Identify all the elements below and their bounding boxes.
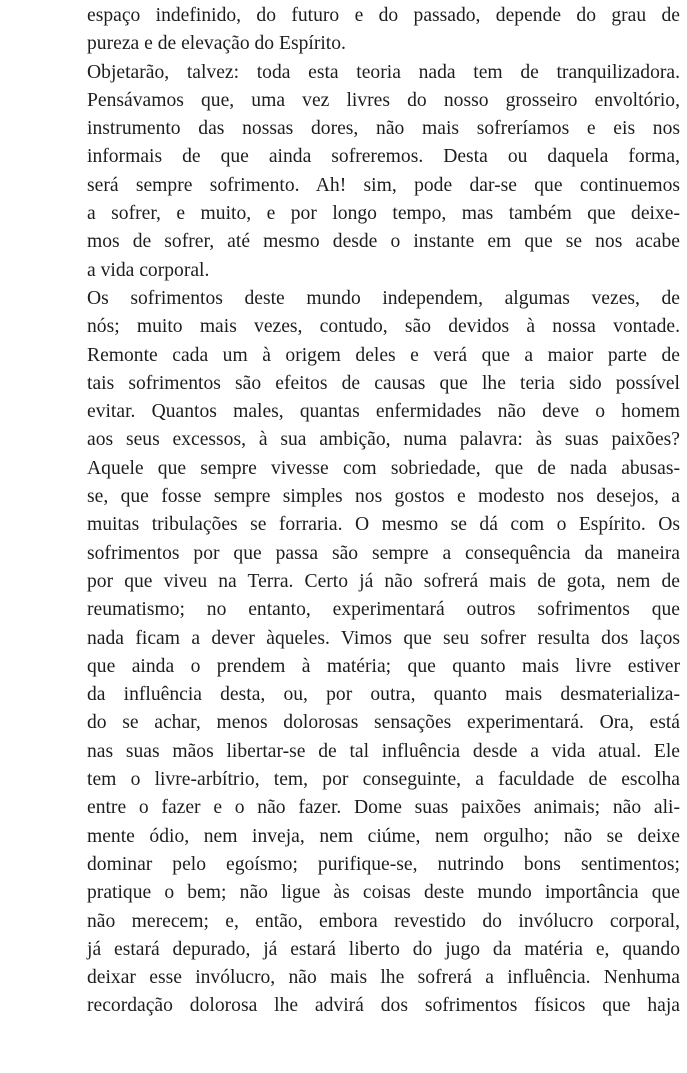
text-line: mos de sofrer, até mesmo desde o instante em que se nos acabe	[87, 231, 680, 253]
text-line: dominar pelo egoísmo; purifique-se, nutrindo bons sentimentos;	[87, 853, 680, 875]
text-line: entre o fazer e o não fazer. Dome suas paixões animais; não ali-	[87, 797, 680, 819]
text-line: nós; muito mais vezes, contudo, são devidos à nossa vontade.	[87, 316, 680, 338]
text-line: nas suas mãos libertar-se de tal influência desde a vida atual. Ele	[87, 740, 680, 762]
document-body-text	[87, 2, 680, 1021]
text-line: da influência desta, ou, por outra, quanto mais desmaterializa-	[87, 684, 680, 706]
text-line: será sempre sofrimento. Ah! sim, pode dar-se que continuemos	[87, 174, 680, 196]
text-line: nada ficam a dever àqueles. Vimos que seu sofrer resulta dos laços	[87, 627, 680, 649]
text-line: espaço indefinido, do futuro e do passado, depende do grau de	[87, 5, 680, 26]
text-line: instrumento das nossas dores, não mais sofreríamos e eis nos	[87, 118, 680, 140]
text-line: Objetarão, talvez: toda esta teoria nada tem de tranquilizadora.	[87, 61, 680, 83]
text-line: sofrimentos por que passa são sempre a consequência da maneira	[87, 542, 680, 564]
text-line: se, que fosse sempre simples nos gostos e modesto nos desejos, a	[87, 486, 680, 508]
text-line: reumatismo; no entanto, experimentará outros sofrimentos que	[87, 599, 680, 621]
text-line: que ainda o prendem à matéria; que quanto mais livre estiver	[87, 655, 680, 677]
text-line: por que viveu na Terra. Certo já não sofrerá mais de gota, nem de	[87, 570, 680, 592]
text-line: não merecem; e, então, embora revestido do invólucro corporal,	[87, 910, 680, 932]
text-line: informais de que ainda sofreremos. Desta ou daquela forma,	[87, 146, 680, 168]
document-page	[87, 2, 680, 1021]
text-line: a vida corporal.	[87, 259, 210, 281]
text-line: Remonte cada um à origem deles e verá que a maior parte de	[87, 344, 680, 366]
text-line: evitar. Quantos males, quantas enfermidades não deve o homem	[87, 401, 680, 423]
text-line: Pensávamos que, uma vez livres do nosso grosseiro envoltório,	[87, 89, 680, 111]
text-line: muitas tribulações se forraria. O mesmo se dá com o Espírito. Os	[87, 514, 680, 536]
text-line: mente ódio, nem inveja, nem ciúme, nem orgulho; não se deixe	[87, 825, 680, 847]
text-line: tem o livre-arbítrio, tem, por conseguinte, a faculdade de escolha	[87, 769, 680, 791]
text-line: pureza e de elevação do Espírito.	[87, 33, 346, 55]
text-line: aos seus excessos, à sua ambição, numa palavra: às suas paixões?	[87, 429, 680, 451]
text-line: já estará depurado, já estará liberto do jugo da matéria e, quando	[87, 938, 680, 960]
text-line: tais sofrimentos são efeitos de causas que lhe teria sido possível	[87, 372, 680, 394]
text-line: Aquele que sempre vivesse com sobriedade, que de nada abusas-	[87, 457, 680, 479]
text-line: pratique o bem; não ligue às coisas deste mundo importância que	[87, 882, 680, 904]
text-line: deixar esse invólucro, não mais lhe sofrerá a influência. Nenhuma	[87, 967, 680, 989]
text-line: a sofrer, e muito, e por longo tempo, mas também que deixe-	[87, 203, 680, 225]
text-line: recordação dolorosa lhe advirá dos sofrimentos físicos que haja	[87, 995, 680, 1017]
text-line: do se achar, menos dolorosas sensações experimentará. Ora, está	[87, 712, 680, 734]
text-line: Os sofrimentos deste mundo independem, algumas vezes, de	[87, 287, 680, 309]
